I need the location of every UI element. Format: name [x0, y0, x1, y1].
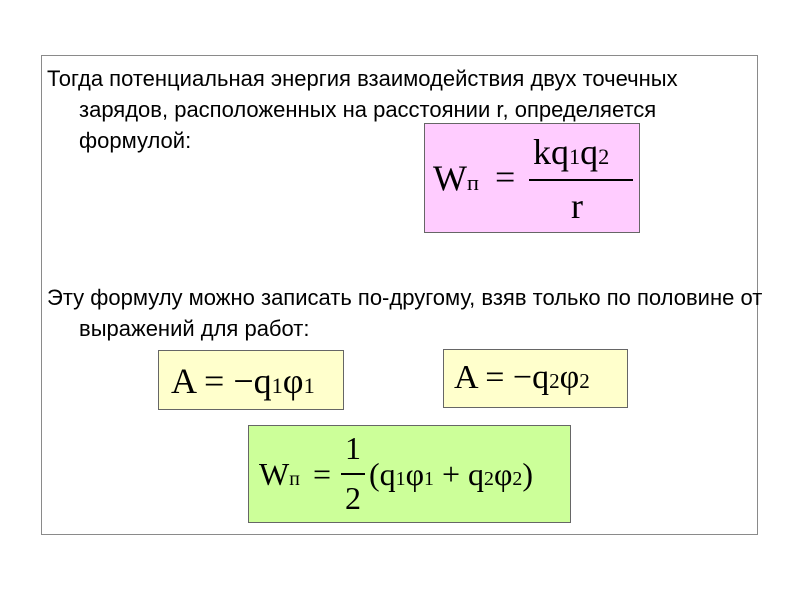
- work-formula-2-expression: A = −q2φ2: [454, 359, 590, 396]
- potential-energy-formula: [424, 123, 640, 233]
- sum-formula-lhs: Wп: [259, 456, 300, 492]
- energy-sum-formula: [248, 425, 571, 523]
- formula-denominator: r: [571, 186, 583, 226]
- formula-numerator: kq1q2: [533, 132, 610, 172]
- second-paragraph: Эту формулу можно записать по-другому, взяв только по половине от выражений для работ:: [47, 285, 763, 341]
- sum-formula-equals: =: [313, 456, 332, 492]
- half-numerator: 1: [345, 430, 361, 466]
- sum-formula-bracket-expression: (q1φ1 + q2φ2): [369, 456, 533, 492]
- formula-equals: =: [495, 157, 516, 197]
- fraction-bar: [529, 179, 633, 181]
- half-denominator: 2: [345, 480, 361, 516]
- half-fraction-bar: [341, 473, 365, 475]
- intro-paragraph: Тогда потенциальная энергия взаимодействия двух точечных зарядов, расположенных на расстоянии r, определяется формулой:: [47, 66, 678, 153]
- work-formula-2: [443, 349, 628, 408]
- work-formula-1-expression: A = −q1φ1: [171, 361, 315, 401]
- work-formula-1: [158, 350, 344, 410]
- formula-lhs: Wп: [433, 158, 479, 198]
